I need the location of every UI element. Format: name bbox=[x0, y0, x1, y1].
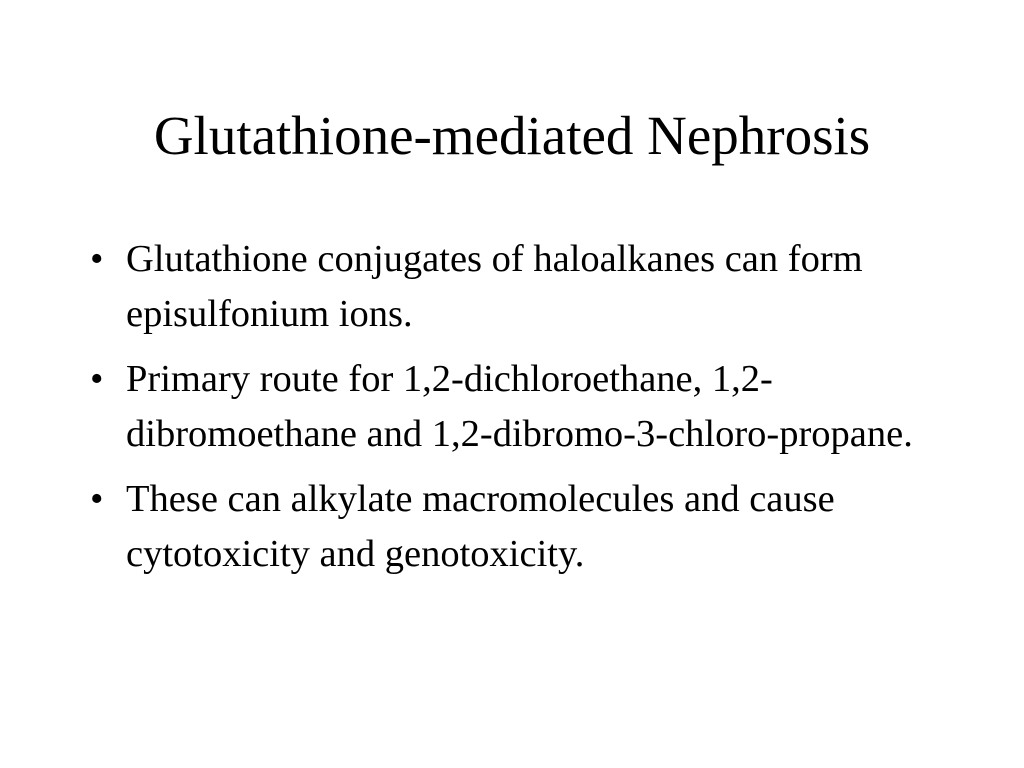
bullet-dot-icon: • bbox=[90, 238, 104, 280]
bullet-text: Glutathione conjugates of haloalkanes can form episulfonium ions. bbox=[126, 238, 863, 335]
bullet-item bbox=[82, 232, 922, 342]
bullet-item bbox=[82, 472, 922, 582]
bullet-item bbox=[82, 352, 922, 462]
bullet-dot-icon: • bbox=[90, 478, 104, 520]
bullet-text: These can alkylate macromolecules and cause cytotoxicity and genotoxicity. bbox=[126, 478, 835, 575]
bullet-list bbox=[82, 232, 922, 592]
slide-title: Glutathione-mediated Nephrosis bbox=[153, 105, 871, 166]
bullet-dot-icon: • bbox=[90, 358, 104, 400]
bullet-text: Primary route for 1,2-dichloroethane, 1,2-dibromoethane and 1,2-dibromo-3-chloro-propane. bbox=[126, 358, 913, 455]
